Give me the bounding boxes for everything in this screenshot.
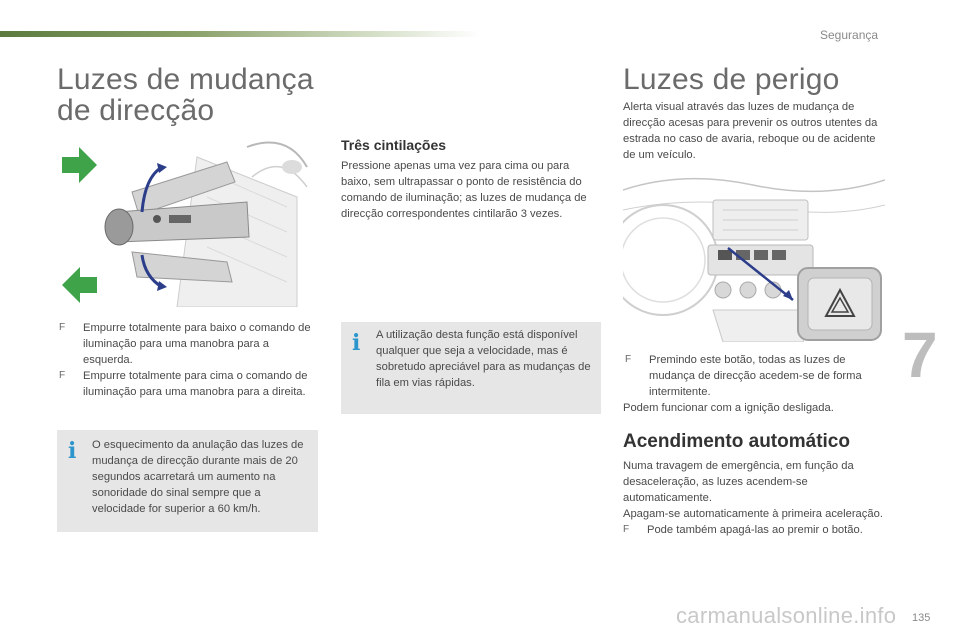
page-number: 135	[912, 612, 931, 624]
heading-three-flashes: Três cintilações	[341, 137, 447, 153]
info-box-middle	[341, 322, 601, 414]
header-accent-bar	[0, 31, 480, 37]
title-turn-signals: Luzes de mudança de direcção	[57, 63, 314, 127]
bullet-item: F Pode também apagá-las ao premir o botão.	[623, 524, 863, 536]
bullet-icon: F	[59, 370, 66, 381]
bullet-icon: F	[59, 322, 66, 333]
hazard-bullet	[625, 352, 887, 400]
bullet-item: F Premindo este botão, todas as luzes de mudança de direcção acedem-se de forma intermitente.	[625, 354, 862, 398]
three-flashes-text: Pressione apenas uma vez para cima ou para baixo, sem ultrapassar o ponto de resistência do comando de iluminação; as luzes de mudança de direcção correspondentes cintilarão 3 vezes.	[341, 160, 587, 220]
stalk-illustration-svg	[57, 137, 314, 307]
bullet-icon: F	[623, 524, 630, 535]
info-box-left	[57, 430, 318, 532]
title-hazard-lights: Luzes de perigo	[623, 63, 840, 96]
hazard-intro: Alerta visual através das luzes de mudança de direcção acesas para prevenir os outros utentes da estrada no caso de avaria, reboque ou de acidente de um veículo.	[623, 101, 878, 161]
bullet-item: F Empurre totalmente para cima o comando de iluminação para uma manobra para a direita.	[59, 370, 308, 398]
bullet-icon: F	[625, 354, 632, 365]
info-icon: i	[68, 438, 77, 464]
bullet-item: F Empurre totalmente para baixo o comando de iluminação para uma manobra para a esquerda.	[59, 322, 311, 366]
dashboard-illustration-svg	[623, 170, 885, 342]
info-text: A utilização desta função está disponível qualquer que seja a velocidade, mas é sobretudo apreciável para as mudanças de fila em vias rápidas.	[376, 329, 591, 389]
info-icon: i	[352, 330, 361, 356]
hazard-note: Podem funcionar com a ignição desligada.	[623, 402, 834, 414]
left-bullets	[59, 320, 317, 400]
section-label: Segurança	[820, 28, 879, 42]
info-text: O esquecimento da anulação das luzes de mudança de direcção durante mais de 20 segundos acarretará um aumento na sonoridade do sinal sempre que a velocidade for superior a 60 km/h.	[92, 439, 304, 515]
heading-automatic: Acendimento automático	[623, 431, 850, 452]
chapter-number: 7	[902, 319, 938, 391]
dashboard-illustration	[623, 170, 885, 342]
stalk-illustration	[57, 137, 314, 307]
watermark: carmanualsonline.info	[676, 603, 897, 628]
automatic-text: Numa travagem de emergência, em função da desaceleração, as luzes acendem-se automaticamente. Apagam-se automaticamente à primeira aceleração. F Pode também apagá-las ao premir o botão.	[623, 458, 885, 538]
